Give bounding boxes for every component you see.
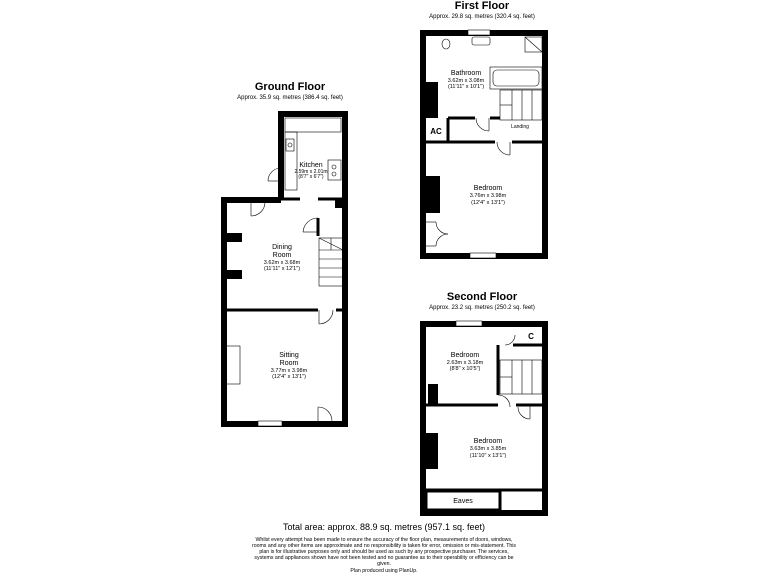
second-bedroom-large-imperial: (11'10" x 13'1") <box>469 453 507 459</box>
rear-door <box>251 202 265 216</box>
total-area: Total area: approx. 88.9 sq. metres (957.1 sq. feet) <box>282 522 486 532</box>
front-door <box>318 407 332 421</box>
staircase <box>500 90 542 120</box>
chimney-breast <box>226 233 242 242</box>
pillar <box>335 200 343 208</box>
first-bedroom-label: Bedroom <box>473 185 503 192</box>
window <box>470 253 496 258</box>
staircase <box>500 360 542 394</box>
plan-credit: Plan produced using PlanUp. <box>350 568 418 574</box>
fireplace <box>226 346 240 384</box>
second-floor-plan <box>423 291 545 513</box>
first-bedroom-metric: 3.76m x 3.98m <box>469 193 507 199</box>
sitting-room-label-line2: Room <box>279 360 299 367</box>
window <box>468 30 490 35</box>
dining-room-label-line1: Dining <box>272 244 292 251</box>
ground-floor-title: Ground Floor <box>254 81 326 93</box>
second-bedroom-small-imperial: (8'8" x 10'5") <box>449 366 481 372</box>
disclaimer-line: plan is for illustrative purposes only and should be used as such by any prospective purchaser. The services, <box>259 549 509 555</box>
chimney-breast <box>426 433 438 469</box>
chimney-breast <box>426 82 438 118</box>
window <box>456 321 482 326</box>
second-bedroom-large-label: Bedroom <box>473 438 503 445</box>
dining-room-metric: 3.62m x 3.68m <box>263 260 301 266</box>
first-floor-walls <box>423 33 545 256</box>
bathroom-label: Bathroom <box>450 70 482 77</box>
second-floor-internal-walls <box>423 345 545 490</box>
disclaimer-line: Whilst every attempt has been made to ensure the accuracy of the floor plan, measurements of doors, windows, <box>255 537 513 543</box>
second-bedroom-large-metric: 3.63m x 3.85m <box>469 446 507 452</box>
dining-room-imperial: (11'11" x 12'1") <box>263 266 301 272</box>
first-bedroom-imperial: (12'4" x 13'1") <box>471 200 505 206</box>
kitchen-metric: 2.59m x 2.01m <box>294 169 328 175</box>
chimney-breast <box>428 384 438 406</box>
first-floor-title: First Floor <box>454 0 510 12</box>
plan-footer <box>252 522 516 574</box>
bathroom-imperial: (11'11" x 10'1") <box>447 84 485 90</box>
landing-label: Landing <box>511 124 529 130</box>
first-floor-area: Approx. 29.8 sq. metres (320.4 sq. feet) <box>429 14 535 20</box>
dining-room-label-line2: Room <box>272 252 292 259</box>
sitting-room-label-line1: Sitting <box>279 352 299 359</box>
bathroom-metric: 3.62m x 3.08m <box>447 78 485 84</box>
kitchen-label: Kitchen <box>299 162 323 169</box>
disclaimer-line: rooms and any other items are approximate and no responsibility is taken for error, omission or mis-statement. This <box>251 543 517 549</box>
first-floor-plan <box>423 0 545 258</box>
disclaimer-line: given. <box>377 561 391 567</box>
ground-floor-plan <box>224 81 345 426</box>
chimney-breast <box>226 270 242 279</box>
airing-cupboard-label: AC <box>430 127 442 136</box>
disclaimer-line: systems and appliances shown have not been tested and no guarantee as to their operability or efficiency can be <box>254 555 514 561</box>
second-bedroom-small-label: Bedroom <box>450 352 480 359</box>
sitting-room-metric: 3.77m x 3.98m <box>270 368 308 374</box>
cupboard-label: C <box>528 332 534 341</box>
kitchen-imperial: (8'7" x 6'7") <box>298 174 324 180</box>
ground-floor-area: Approx. 35.9 sq. metres (386.4 sq. feet) <box>237 95 343 101</box>
chimney-breast <box>426 176 440 213</box>
second-floor-title: Second Floor <box>446 291 518 303</box>
second-bedroom-small-metric: 2.63m x 3.18m <box>446 360 484 366</box>
staircase <box>319 238 343 286</box>
window <box>258 421 282 426</box>
eaves-label: Eaves <box>453 498 473 505</box>
second-floor-area: Approx. 23.2 sq. metres (250.2 sq. feet) <box>429 305 535 311</box>
sitting-room-imperial: (12'4" x 13'1") <box>272 374 306 380</box>
